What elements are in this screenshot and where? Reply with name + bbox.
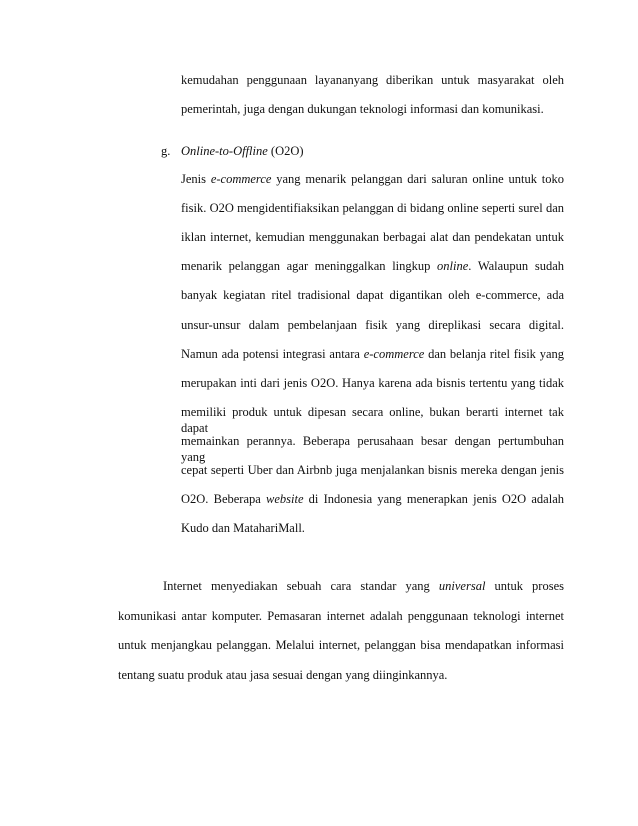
item-g-body-text: di Indonesia yang menerapkan jenis O2O adalah (303, 492, 565, 507)
item-g-body-line (181, 171, 564, 187)
item-g-body-text: . Walaupun sudah (468, 259, 564, 274)
internet-paragraph-line (118, 667, 564, 683)
item-g-body-line (181, 200, 564, 216)
internet-paragraph-line (118, 608, 564, 624)
intro-line-2: pemerintah, juga dengan dukungan teknologi informasi dan komunikasi. (181, 102, 544, 116)
item-g-body-text: iklan internet, kemudian menggunakan berbagai alat dan pendekatan untuk (181, 230, 564, 245)
item-g-body-text: memainkan perannya. Beberapa perusahaan besar dengan pertumbuhan yang (181, 433, 564, 464)
internet-paragraph-text: untuk menjangkau pelanggan. Melalui internet, pelanggan bisa mendapatkan informasi (118, 638, 564, 652)
internet-paragraph-text: Internet menyediakan sebuah cara standar yang (163, 579, 439, 593)
item-g-body-text: menarik pelanggan agar meninggalkan lingkup (181, 259, 438, 274)
item-g-body-line (181, 433, 564, 465)
internet-paragraph-text: universal (438, 579, 486, 593)
list-marker-g: g. (161, 144, 171, 158)
item-g-body-line (181, 229, 564, 245)
item-g-body-text: memiliki produk untuk dipesan secara online, bukan berarti internet tak dapat (181, 404, 564, 435)
internet-paragraph-text: komunikasi antar komputer. Pemasaran internet adalah penggunaan teknologi internet (118, 608, 564, 623)
item-g-body-line (181, 375, 564, 391)
item-g-body-text: fisik. O2O mengidentifiaksikan pelanggan di bidang online seperti surel dan (181, 201, 564, 216)
item-g-body-text: e-commerce (363, 346, 425, 361)
item-g-title-rest: (O2O) (267, 144, 304, 158)
item-g-body-line (181, 404, 564, 436)
internet-paragraph-text: untuk proses (485, 579, 564, 593)
internet-paragraph-line (118, 637, 564, 653)
internet-paragraph-text: tentang suatu produk atau jasa sesuai dengan yang diinginkannya. (118, 667, 448, 682)
item-g-body-text: yang menarik pelanggan dari saluran online untuk toko (271, 172, 564, 186)
item-g-body-text: cepat seperti Uber dan Airbnb juga menjalankan bisnis mereka dengan jenis (181, 463, 564, 477)
item-g-body-line (181, 346, 564, 362)
item-g-body-text: Kudo dan MatahariMall. (181, 521, 305, 536)
item-g-body-line (181, 520, 564, 536)
item-g-body-text: e-commerce (210, 172, 272, 186)
item-g-body-text: Jenis (181, 172, 211, 186)
item-g-body-line (181, 287, 564, 303)
internet-paragraph-line (163, 578, 564, 594)
item-g-body-text: dan belanja ritel fisik yang (424, 346, 564, 361)
item-g-body-text: website (266, 492, 304, 507)
item-g-body-line (181, 317, 564, 333)
item-g-body-text: merupakan inti dari jenis O2O. Hanya karena ada bisnis tertentu yang tidak (181, 375, 564, 390)
item-g-body-line (181, 462, 564, 478)
item-g-body-text: unsur-unsur dalam pembelanjaan fisik yang direplikasi secara digital. (181, 317, 564, 332)
item-g-body-text: banyak kegiatan ritel tradisional dapat digantikan oleh e-commerce, ada (181, 288, 564, 303)
item-g-body-line (181, 258, 564, 274)
item-g-title-italic: Online-to-Offline (181, 144, 268, 158)
item-g-body-text: Namun ada potensi integrasi antara (181, 346, 364, 361)
item-g-body-text: O2O. Beberapa (181, 492, 266, 507)
item-g-title (181, 143, 304, 159)
intro-line-1: kemudahan penggunaan layananyang diberikan untuk masyarakat oleh (181, 73, 564, 87)
item-g-body-line (181, 491, 564, 507)
item-g-body-text: online (437, 259, 469, 274)
